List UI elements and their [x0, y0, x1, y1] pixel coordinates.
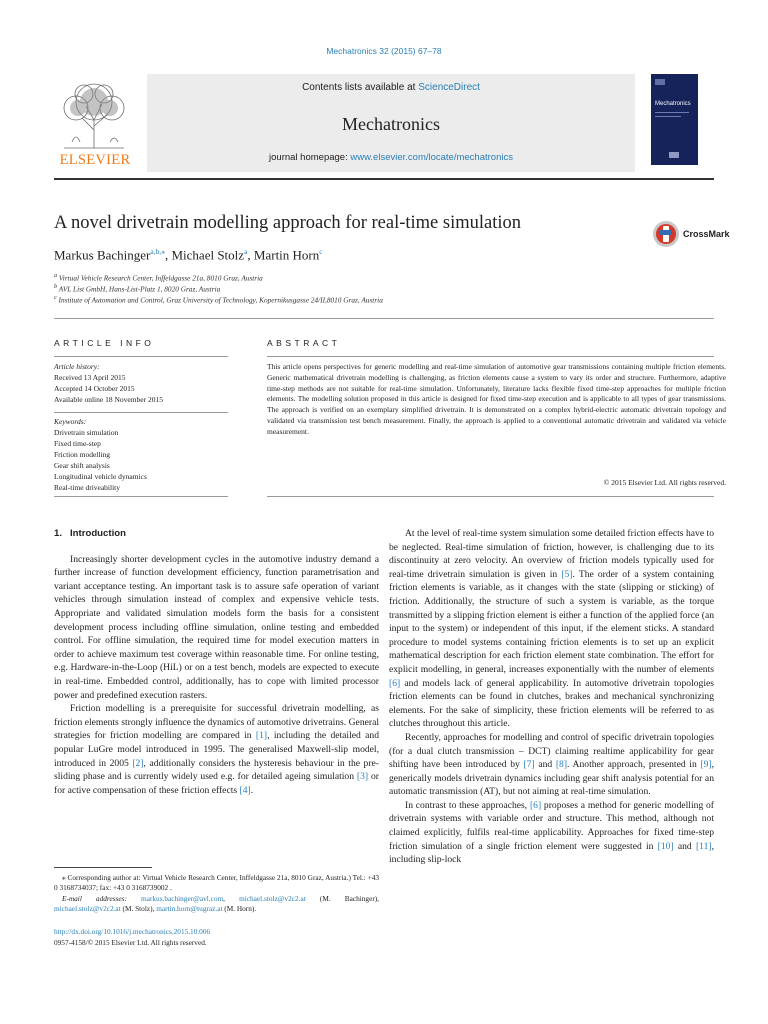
history-accepted: Accepted 14 October 2015 [54, 384, 135, 393]
paragraph-text: or for active compensation of these friction effects [54, 771, 379, 796]
cover-emblem [669, 152, 679, 158]
paragraph-text: , including slip-lock [389, 840, 714, 866]
affiliation-c: $^c$ Institute of Automation and Control, Graz University of Technology, Kopernikusgasse 24/II,8010 Graz, Austria [54, 295, 383, 305]
author-list: Markus Bachinger$^{a,b,⁎}$, Michael Stolz$^a$, Martin Horn$^c$ [54, 247, 323, 263]
abstract-text: This article opens perspectives for generic modelling and real-time simulation of automotive gear transmissions containing multiple friction elements. Generic mathematical drivetrain modelling is challenging, as friction elements cause a system to vary its order and structure. Furthermore, adaptive time-step methods are not suitable for real-time simulation. Unfortunately, literature lacks flexible fixed time-step approaches for multiple friction elements. The modelling solution proposed in this article is designed for fixed time-step execution and is applicable to all types of gear transmissions. The approach is verified on an exemplary simplified drivetrain. It is demonstrated on a complex hybrid-electric automatic drivetrain topology and validated via transmission test bench measurement. Finally, the approach is applied to a conventional automatic drivetrain and validated via vehicle measurement. [267, 362, 726, 436]
body-paragraph [54, 553, 379, 703]
author-affiliation-marker[interactable]: c [319, 247, 323, 256]
citation-link[interactable]: [4] [239, 784, 251, 796]
crossmark-label[interactable]: CrossMark [683, 229, 730, 239]
journal-homepage-line [147, 152, 635, 163]
footnotes [54, 873, 379, 915]
author-name: Markus Bachinger [54, 247, 151, 263]
paragraph-text: , additionally considers the hysteresis behaviour in the pre-sliding phase and is currently widely used e.g. for detailed ageing simulation [54, 757, 380, 783]
paragraph-text: and [534, 759, 556, 771]
body-column-left [54, 527, 379, 797]
header-rule [54, 178, 714, 180]
keyword: Friction modelling [54, 450, 111, 459]
keyword: Real-time driveability [54, 483, 121, 492]
author-name: Michael Stolz [171, 247, 245, 263]
sciencedirect-link[interactable]: ScienceDirect [418, 82, 480, 93]
affiliation-rule [54, 318, 714, 319]
author-name: Martin Horn [253, 247, 320, 263]
paragraph-text: . Another approach, presented in [567, 759, 701, 771]
section-title: Introduction [70, 528, 126, 539]
copyright-notice: © 2015 Elsevier Ltd. All rights reserved. [603, 478, 726, 487]
article-info-rule [54, 496, 228, 497]
paragraph-text: . The order of a system containing friction elements is variable, as it changes with the state (slipping or sticking) of friction. Additionally, the structure of such a system is variable, as the torque transmitted by a slipping friction element is either a function of the applied force (an input to the system) or independent of this input, if the element sticks. A standard procedure to model systems containing friction elements is to set up an explicit mathematical description for each friction element state combination. The effort for explicit modelling, in general, increases exponentially with the number of elements [389, 568, 714, 675]
issn-notice: 0957-4158/© 2015 Elsevier Ltd. All rights reserved. [54, 938, 207, 947]
email-label: E-mail addresses: [62, 893, 127, 903]
body-paragraph [389, 799, 714, 867]
affiliation-a: $^a$ Virtual Vehicle Research Center, Inffeldgasse 21a, 8010 Graz, Austria [54, 273, 263, 283]
author-affiliation-marker[interactable]: a,b,⁎ [150, 247, 165, 256]
article-info-rule [54, 356, 228, 357]
body-column-right [389, 527, 714, 867]
article-info-heading: ARTICLE INFO [54, 338, 155, 348]
elsevier-wordmark: ELSEVIER [59, 152, 131, 168]
corresponding-author-note: ⁎ Corresponding author at: Virtual Vehicle Research Center, Inffeldgasse 21a, 8010 Graz, Austria.) Tel.: +43 0 3168734037; fax: +43 0 3168739002 . [54, 873, 379, 893]
paragraph-text: , including the detailed and popular LuGre model introduced in 1995. The generalised Maxwell-slip model, introduced in 2005 [54, 730, 380, 769]
citation-link[interactable]: [10] [657, 840, 674, 852]
paragraph-text: and models lack of general applicability. In automotive drivetrain topologies friction elements can be found in clutches, brakes and mechanical synchronizing elements. For the sake of simplicity, these friction elements will be referred to as clutches throughout this article. [389, 677, 714, 730]
paragraph-text: In contrast to these approaches, [405, 799, 530, 811]
paragraph-text: . [250, 784, 254, 796]
citation-link[interactable]: [3] [356, 771, 369, 783]
paragraph-text: proposes a method for generic modelling of drivetrain systems with variable order and structure. This method, although not claimed explicitly, fulfils real-time applicability. Approaches for fixed time-step friction simulation of a single friction element were suggested in [389, 799, 714, 852]
keyword: Gear shift analysis [54, 461, 110, 470]
cover-title: Mechatronics [655, 101, 691, 107]
paragraph-text: and [673, 840, 696, 852]
affiliation-b: $^b$ AVL List GmbH, Hans-List-Platz 1, 8020 Graz, Austria [54, 284, 221, 294]
citation-link[interactable]: [5] [561, 568, 573, 580]
section-heading [54, 527, 379, 541]
abstract-rule [267, 356, 714, 357]
citation-link[interactable]: [7] [523, 759, 535, 771]
article-history [54, 361, 163, 405]
body-paragraph [389, 731, 714, 799]
paragraph-text: Increasingly shorter development cycles in the automotive industry demand a further increase of function development efficiency, function parametrisation and variant acceptance testing. An important task is to assure safe operation of variant vehicles through simulation instead of complex and expensive vehicle tests. Appropriate and validated simulation models form the basis for a consistent development process including offline simulation, online testing and embedded control. For offline simulation, the required time for model execution matters in order to achieve maximum test coverage within reasonable time. For online testing, e.g. Hardware-in-the-Loop (HiL) or on a test bench, models are expected to execute in real-time. Embedded control, additionally, has to cope with limited processor power and predefined execution rasters. [54, 553, 379, 701]
paragraph-text: , generically models drivetrain dynamics including gear shift analysis potential for an automatic transmission (AT), but not aiming at real-time simulation. [389, 759, 715, 798]
paragraph-text: At the level of real-time system simulation some detailed friction effects have to be neglected. Real-time simulation of friction, however, is challenging due to its discontinuity at zero velocity. An overview of friction models typically used for real-time drivetrain simulation is given in [389, 528, 714, 580]
citation-link[interactable]: [9] [700, 759, 712, 771]
email-link[interactable]: michael.stolz@v2c2.at [239, 893, 306, 903]
left-paragraphs [54, 553, 379, 798]
journal-reference[interactable]: Mechatronics 32 (2015) 67–78 [326, 46, 442, 56]
keyword: Fixed time-step [54, 439, 101, 448]
journal-masthead [147, 74, 635, 172]
keyword: Drivetrain simulation [54, 428, 119, 437]
email-addresses: E-mail addresses: markus.bachinger@avl.com, michael.stolz@v2c2.at (M. Bachinger), michael.stolz@v2c2.at (M. Stolz), martin.horn@tugraz.at (M. Horn). [54, 893, 380, 914]
contents-line [147, 82, 635, 93]
keywords-label: Keywords: [54, 417, 87, 426]
doi-link[interactable]: http://dx.doi.org/10.1016/j.mechatronics.2015.10.006 [54, 927, 211, 936]
paragraph-text: Friction modelling is a prerequisite for successful drivetrain modelling, as friction elements strongly influence the dynamics of automotive drivetrains. General strategies for friction modelling are compared in [54, 703, 379, 742]
citation-link[interactable]: [1] [255, 730, 268, 742]
citation-link[interactable]: [8] [555, 759, 568, 771]
article-info-rule [54, 412, 228, 413]
email-link[interactable]: martin.horn@tugraz.at [156, 904, 223, 914]
history-received: Received 13 April 2015 [54, 373, 126, 382]
keywords [54, 416, 147, 493]
cover-logo-mark [655, 79, 665, 85]
footnote-rule [54, 867, 152, 868]
journal-name: Mechatronics [342, 114, 440, 134]
journal-cover-thumbnail[interactable] [651, 74, 698, 165]
citation-link[interactable]: [2] [132, 757, 144, 769]
homepage-link[interactable]: www.elsevier.com/locate/mechatronics [350, 152, 513, 163]
citation-link[interactable]: [6] [389, 677, 401, 689]
cover-line [655, 112, 689, 113]
body-paragraph [54, 702, 379, 797]
history-online: Available online 18 November 2015 [54, 395, 163, 404]
abstract-heading: ABSTRACT [267, 338, 341, 348]
article-title: A novel drivetrain modelling approach for real-time simulation [54, 213, 521, 233]
crossmark-icon[interactable] [652, 220, 680, 253]
right-paragraphs [389, 527, 714, 867]
abstract-rule [267, 496, 714, 497]
author-affiliation-marker[interactable]: a [244, 247, 248, 256]
history-label: Article history: [54, 362, 100, 371]
email-link[interactable]: markus.bachinger@avl.com [141, 893, 224, 903]
cover-line [655, 116, 681, 117]
keyword: Longitudinal vehicle dynamics [54, 472, 147, 481]
citation-link[interactable]: [11] [695, 840, 712, 852]
email-link[interactable]: michael.stolz@v2c2.at [54, 904, 121, 914]
homepage-prefix: journal homepage: [269, 152, 351, 163]
citation-link[interactable]: [6] [529, 799, 542, 811]
paragraph-text: Recently, approaches for modelling and control of specific drivetrain topologies (for a dual clutch transmission – DCT) claiming realtime applicability for gear shifting have been introduced by [389, 731, 714, 771]
body-paragraph [389, 527, 714, 731]
section-number: 1. [54, 528, 63, 539]
contents-prefix: Contents lists available at [302, 82, 419, 93]
